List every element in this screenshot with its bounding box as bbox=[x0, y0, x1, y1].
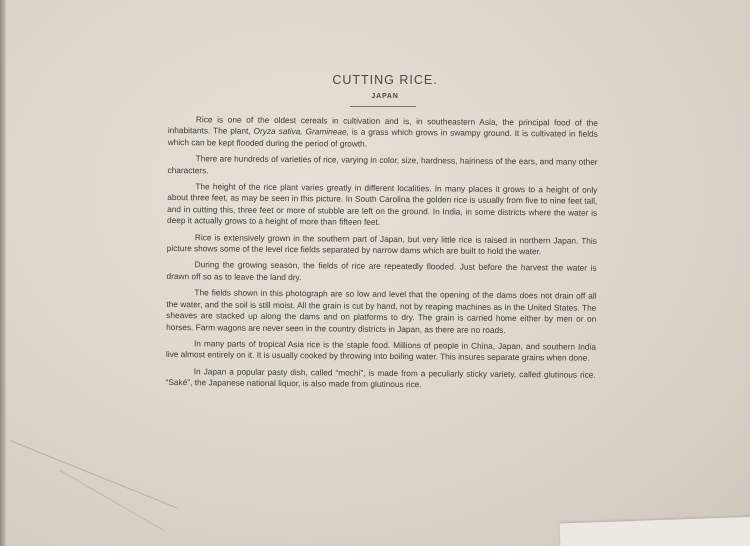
paper-crease bbox=[10, 440, 177, 508]
paragraph: The height of the rice plant varies greatly in different localities. In many places it grows to a height of only about three feet, as may be seen in this picture. In South Carolina the golden rice is usually from five to nine feet tall, and in cutting this, three feet or more of stubble are left on the ground. In India, in some districts where the water is deep it actually grows to a height of more than fifteen feet. bbox=[167, 181, 598, 228]
paragraph: In Japan a popular pasty dish, called “mochi”, is made from a peculiarly sticky variety, called glutinous rice. “Saké”, the Japanese national liquor, is also made from glutinous rice. bbox=[165, 365, 596, 390]
document-subtitle: JAPAN bbox=[371, 93, 399, 100]
paragraph: Rice is one of the oldest cereals in cultivation and is, in southeastern Asia, the principal food of the inhabitants. The plant, Oryza sativa, Gramineae, is a grass which grows in swampy ground. It is cultivated in fields which can be kept flooded during the period of growth. bbox=[167, 114, 598, 149]
paragraph: Rice is extensively grown in the southern part of Japan, but very little rice is raised in northern Japan. This picture shows some of the level rice fields separated by narrow dams which are built to hold the water. bbox=[166, 231, 597, 257]
paper-crease bbox=[60, 470, 164, 531]
scientific-name: Oryza sativa, Gramineae, bbox=[253, 126, 349, 137]
paper-edge-shadow bbox=[0, 0, 6, 546]
paragraph: During the growing season, the fields of rice are repeatedly flooded. Just before the harvest the water is drawn off so as to leave the land dry. bbox=[166, 259, 597, 283]
paragraph: The fields shown in this photograph are so low and level that the opening of the dams does not drain off all the water, and the soil is still moist. All the grain is cut by hand, not by reaping machines as in the United States. The sheaves are stacked up along the dams and on platforms to dry. The grain is carried home either by men or on horses. Farm wagons are never seen in the country districts in Japan, as there are no roads. bbox=[166, 287, 597, 335]
document-title: CUTTING RICE. bbox=[332, 73, 438, 87]
paragraph: In many parts of tropical Asia rice is the staple food. Millions of people in China, Japan, and southern India live almost entirely on it. It is usually cooked by throwing into boiling water. This insures separate grains when done. bbox=[165, 338, 597, 364]
title-divider bbox=[350, 106, 416, 107]
paper-torn-corner bbox=[560, 517, 750, 546]
document-body bbox=[166, 114, 598, 397]
paragraph: There are hundreds of varieties of rice, varying in color, size, hardness, hairiness of the ears, and many other characters. bbox=[167, 153, 598, 175]
